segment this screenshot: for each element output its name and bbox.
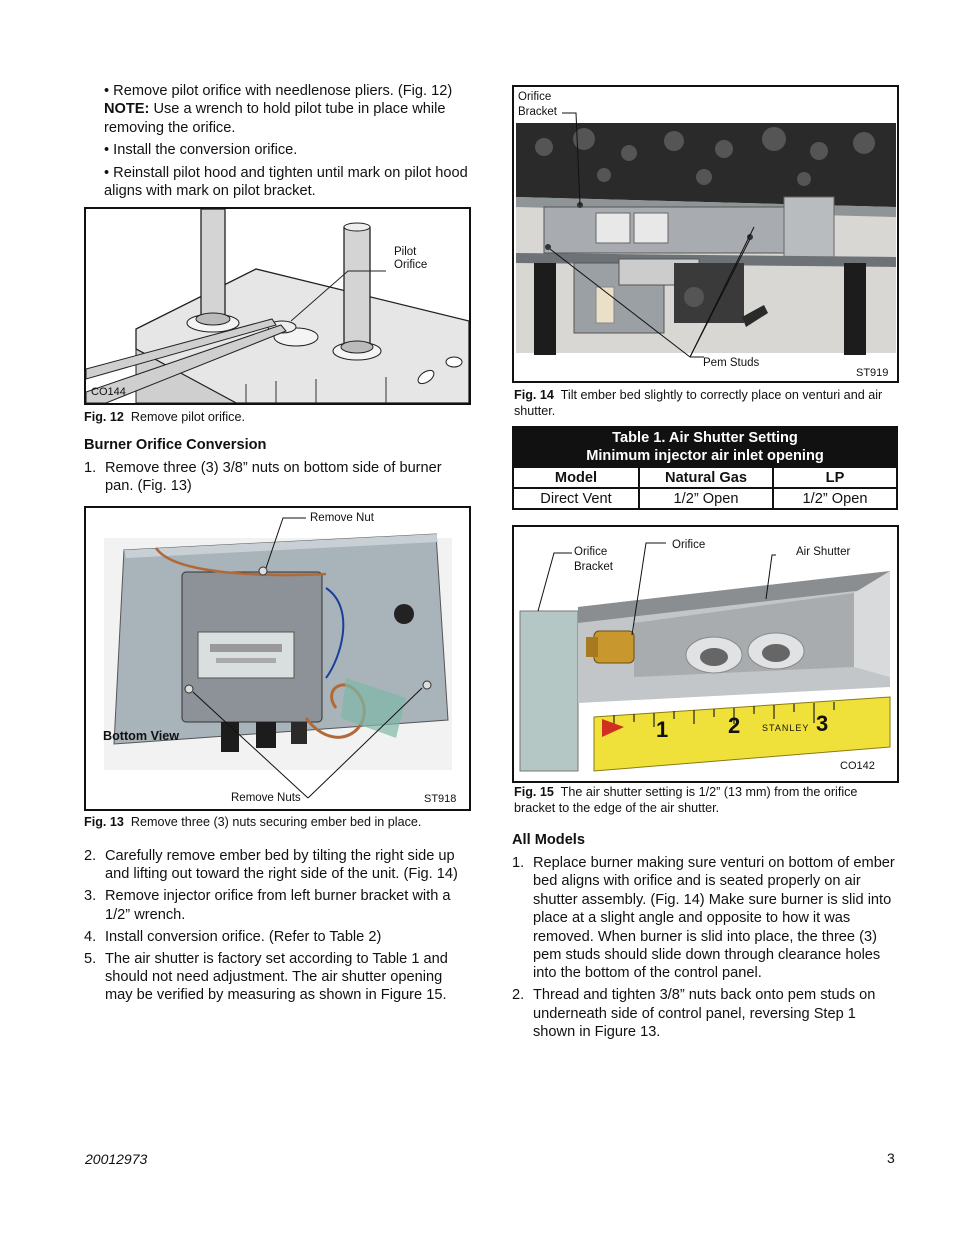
all-models-step-2: 2. Thread and tighten 3/8” nuts back onto pem studs on underneath side of control panel, reversing Step 1 shown in Figure 13. bbox=[512, 987, 876, 1041]
steps-2-5-list bbox=[84, 847, 472, 1008]
label-orifice-bracket: Orifice bbox=[574, 546, 608, 558]
label-pilot: Pilot bbox=[394, 246, 417, 258]
bullet-reinstall-hood: • Reinstall pilot hood and tighten until mark on pilot hood aligns with mark on pilot bracket. bbox=[104, 164, 468, 200]
pilot-orifice-illustration bbox=[86, 209, 469, 403]
figure-13 bbox=[84, 506, 471, 811]
bullet-install-orifice: • Install the conversion orifice. bbox=[104, 142, 298, 159]
figure-12-caption: Fig. 12 Remove pilot orifice. bbox=[84, 410, 245, 424]
figure-14-caption: Fig. 14 Tilt ember bed slightly to correctly place on venturi and air shutter. bbox=[514, 388, 883, 418]
step-1-list bbox=[84, 459, 472, 499]
label-air-shutter: Air Shutter bbox=[796, 546, 851, 558]
figure-14 bbox=[512, 85, 899, 383]
cell-lp: 1/2” Open bbox=[773, 488, 897, 509]
all-models-heading: All Models bbox=[512, 832, 585, 848]
col-header-lp: LP bbox=[773, 467, 897, 488]
table-title: Table 1. Air Shutter Setting Minimum injector air inlet opening bbox=[513, 427, 897, 467]
bullet-remove-pilot: • Remove pilot orifice with needlenose pliers. (Fig. 12) NOTE: Use a wrench to hold pilot tube in place while removing the orifice. bbox=[104, 83, 453, 136]
table-1 bbox=[512, 426, 898, 510]
page-number: 3 bbox=[887, 1150, 895, 1166]
label-orifice: Orifice bbox=[394, 259, 428, 271]
label-bottom-view: Bottom View bbox=[103, 729, 180, 743]
step-4: 4. Install conversion orifice. (Refer to Table 2) bbox=[84, 928, 382, 945]
figure-15-caption: Fig. 15 The air shutter setting is 1/2” (13 mm) from the orifice bracket to the edge of the air shutter. bbox=[514, 785, 858, 815]
label-remove-nuts: Remove Nuts bbox=[231, 792, 301, 804]
tape-brand: STANLEY bbox=[762, 723, 810, 733]
figure-code: ST919 bbox=[856, 367, 889, 379]
label-remove-nut: Remove Nut bbox=[310, 512, 374, 524]
tape-number-3: 3 bbox=[816, 711, 829, 736]
figure-code: ST918 bbox=[424, 793, 457, 805]
table-row bbox=[513, 488, 897, 509]
tape-number-2: 2 bbox=[728, 713, 741, 738]
ember-bed-photo bbox=[514, 87, 897, 381]
col-header-model: Model bbox=[513, 467, 639, 488]
cell-model: Direct Vent bbox=[513, 488, 639, 509]
label-orifice: Orifice bbox=[518, 91, 552, 103]
all-models-steps bbox=[512, 854, 896, 1045]
document-number: 20012973 bbox=[85, 1151, 148, 1167]
step-1: 1. Remove three (3) 3/8” nuts on bottom side of burner pan. (Fig. 13) bbox=[84, 460, 442, 495]
all-models-step-1: 1. Replace burner making sure venturi on bottom of ember bed aligns with orifice and is seated properly on air shutter assembly. (Fig. 14) Make sure burner is slid into place at a slight angle and opposite to how it was removed. When burner is slid into place, the three (3) pem studs should slide down through clearance holes into the bottom of the control panel. bbox=[512, 855, 895, 982]
air-shutter-photo bbox=[514, 527, 897, 781]
step-2: 2. Carefully remove ember bed by tilting the right side up and lifting out toward the right side of the unit. (Fig. 14) bbox=[84, 848, 458, 883]
figure-13-caption: Fig. 13 Remove three (3) nuts securing ember bed in place. bbox=[84, 815, 422, 829]
label-orifice: Orifice bbox=[672, 539, 706, 551]
col-header-natural-gas: Natural Gas bbox=[639, 467, 773, 488]
cell-natural-gas: 1/2” Open bbox=[639, 488, 773, 509]
figure-code: CO142 bbox=[840, 760, 875, 772]
label-bracket: Bracket bbox=[518, 106, 557, 118]
burner-pan-bottom-photo bbox=[86, 508, 469, 809]
step-3: 3. Remove injector orifice from left burner bracket with a 1/2” wrench. bbox=[84, 888, 451, 923]
step-5: 5. The air shutter is factory set according to Table 1 and should not need adjustment. The air shutter opening may be verified by measuring as shown in Figure 15. bbox=[84, 950, 448, 1004]
tape-number-1: 1 bbox=[656, 717, 669, 742]
burner-orifice-heading: Burner Orifice Conversion bbox=[84, 437, 267, 453]
label-orifice-bracket-line2: Bracket bbox=[574, 561, 613, 573]
figure-15 bbox=[512, 525, 899, 783]
intro-bullets bbox=[104, 82, 469, 200]
figure-code: CO144 bbox=[91, 386, 126, 398]
label-pem-studs: Pem Studs bbox=[703, 357, 760, 369]
figure-12 bbox=[84, 207, 471, 405]
